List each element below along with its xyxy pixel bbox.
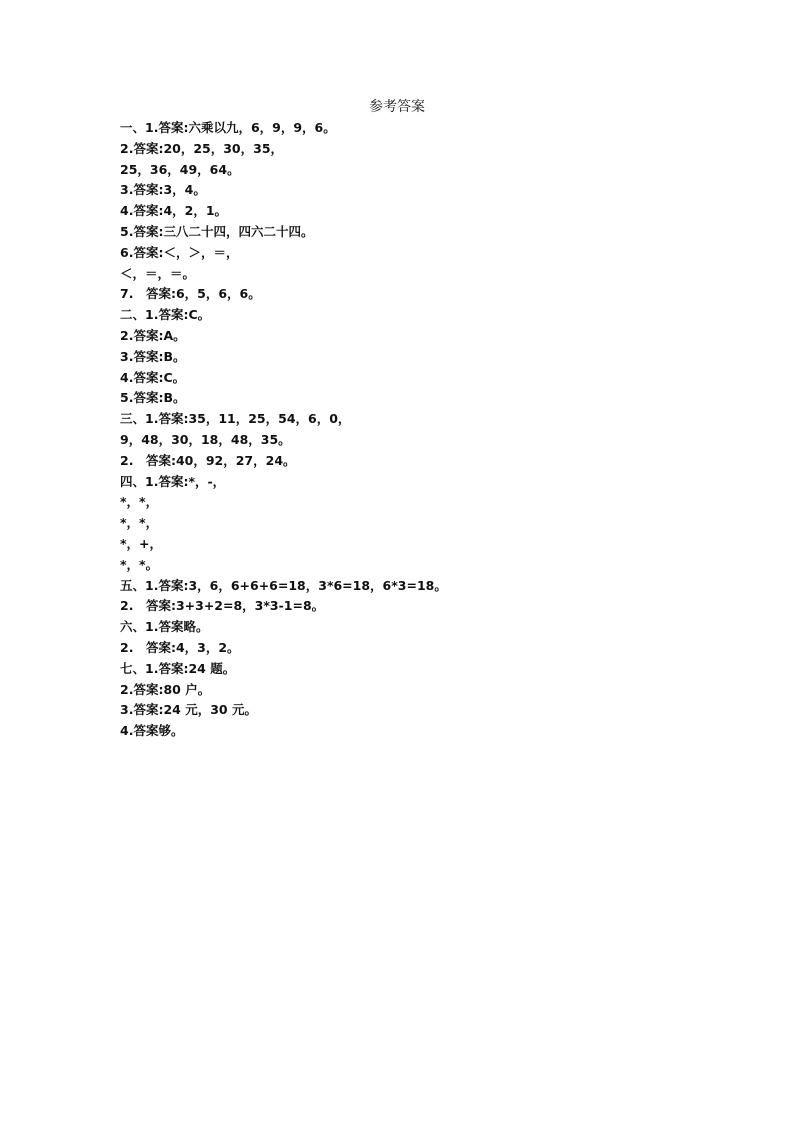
answer-line: *，*，: [120, 494, 159, 510]
answer-line: 9，48，30，18，48，35。: [120, 431, 291, 447]
answer-line: 25，36，49，64。: [120, 161, 240, 177]
answer-line: 2. 答案:3+3+2=8，3*3-1=8。: [120, 598, 325, 614]
answer-line: 2.答案:A。: [120, 327, 186, 343]
answer-line: 5.答案:B。: [120, 390, 186, 406]
answer-line: 3.答案:B。: [120, 348, 186, 364]
answer-line: ＜，＝，＝。: [120, 265, 196, 281]
answer-line: 七、1.答案:24 题。: [120, 660, 236, 676]
answer-line: 4.答案够。: [120, 723, 184, 739]
answer-line: 5.答案:三八二十四，四六二十四。: [120, 223, 314, 239]
page-title: 参考答案: [369, 99, 425, 115]
answer-line: 四、1.答案:*，-，: [120, 473, 226, 489]
answer-line: *，+，: [120, 535, 163, 551]
answer-line: 六、1.答案略。: [120, 619, 209, 635]
answer-line: 2. 答案:40，92，27，24。: [120, 452, 296, 468]
answer-line: 五、1.答案:3，6，6+6+6=18，3*6=18，6*3=18。: [120, 577, 447, 593]
answer-line: 二、1.答案:C。: [120, 307, 211, 323]
answer-line: *，*。: [120, 556, 159, 572]
answer-line: 4.答案:4，2，1。: [120, 203, 228, 219]
answer-line: 7. 答案:6，5，6，6。: [120, 286, 261, 302]
answer-line: *，*，: [120, 515, 159, 531]
answer-line: 4.答案:C。: [120, 369, 186, 385]
answer-line: 6.答案:＜，＞，＝，: [120, 244, 239, 260]
answer-line: 2. 答案:4，3，2。: [120, 639, 240, 655]
answer-line: 2.答案:80 户。: [120, 681, 211, 697]
answer-line: 一、1.答案:六乘以九，6，9，9，6。: [120, 120, 336, 135]
answer-line: 2.答案:20，25，30，35，: [120, 140, 284, 156]
answer-line: 3.答案:24 元，30 元。: [120, 702, 257, 718]
answer-line: 3.答案:3，4。: [120, 182, 206, 198]
answer-list: [120, 118, 720, 742]
answer-line: 三、1.答案:35，11，25，54，6，0，: [120, 411, 351, 427]
